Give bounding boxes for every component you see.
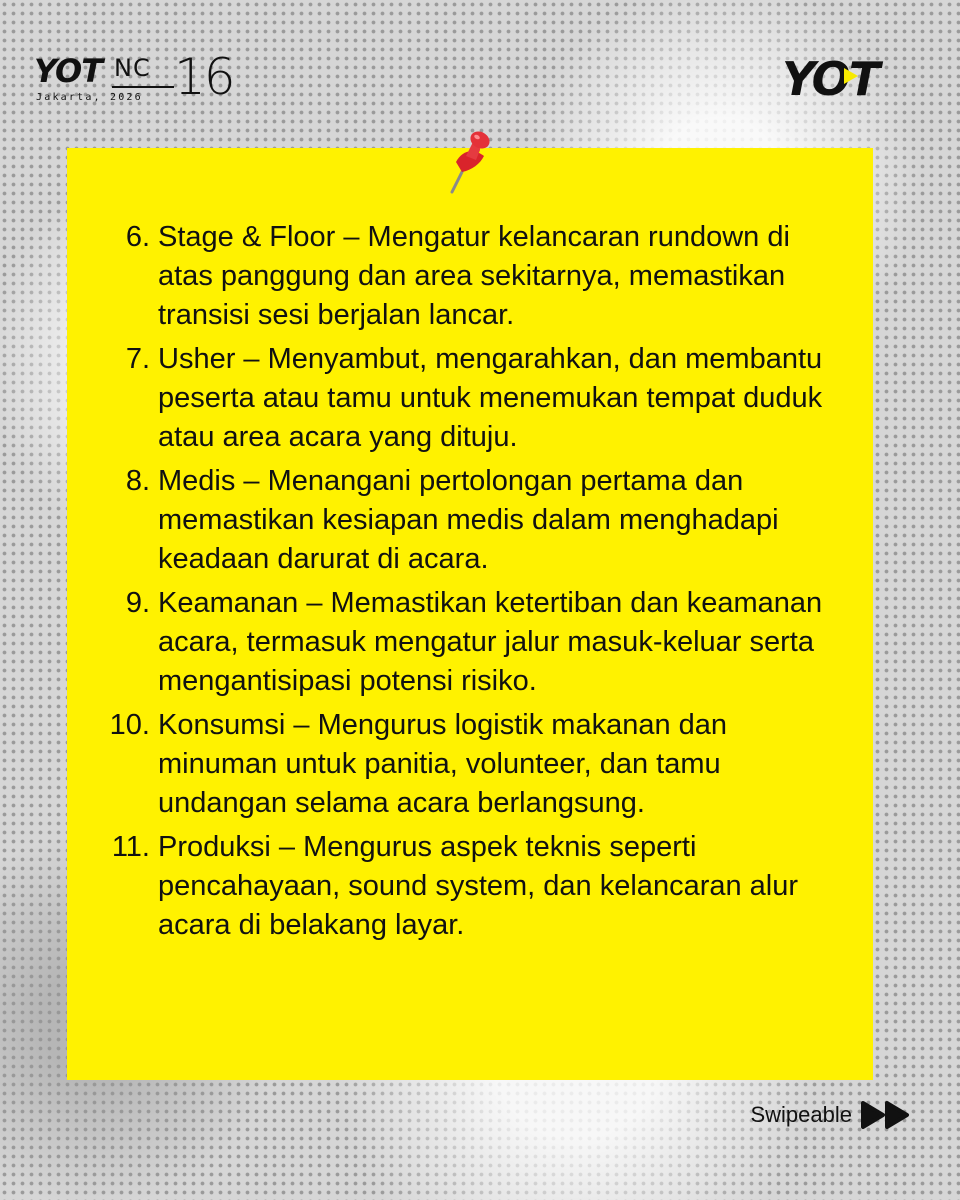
- event-logo-number: 16: [174, 48, 234, 106]
- list-item-number: 6.: [125, 221, 150, 253]
- event-logo-underline: [112, 86, 174, 88]
- list-item-number: 11.: [111, 831, 150, 863]
- list-item: [100, 706, 840, 823]
- list-item-text: Produksi – Mengurus aspek teknis seperti pencahayaan, sound system, dan kelancaran alur acara di belakang layar.: [158, 831, 799, 941]
- double-play-icon: [860, 1100, 912, 1130]
- event-logo-city: Jakarta, 2026: [36, 92, 143, 103]
- role-list: [100, 218, 840, 950]
- brand-logo: [782, 52, 924, 106]
- pushpin-icon: [440, 126, 500, 196]
- swipe-hint[interactable]: [750, 1098, 912, 1132]
- event-logo-yot: YOT: [34, 52, 103, 90]
- list-item: [100, 584, 840, 701]
- list-item: [100, 218, 840, 335]
- list-item-number: 10.: [109, 709, 150, 741]
- event-logo-nc: NC: [114, 54, 151, 82]
- list-item-number: 9.: [125, 587, 150, 619]
- list-item: [100, 340, 840, 457]
- list-item-number: 8.: [125, 465, 150, 497]
- list-item-text: Konsumsi – Mengurus logistik makanan dan minuman untuk panitia, volunteer, dan tamu undangan selama acara berlangsung.: [158, 709, 728, 819]
- list-item-text: Medis – Menangani pertolongan pertama dan memastikan kesiapan medis dalam menghadapi keadaan darurat di acara.: [158, 465, 779, 575]
- list-item: [100, 462, 840, 579]
- swipe-label: Swipeable: [750, 1102, 852, 1127]
- list-item-text: Usher – Menyambut, mengarahkan, dan membantu peserta atau tamu untuk menemukan tempat duduk atau area acara yang dituju.: [158, 343, 823, 453]
- event-logo: [34, 48, 244, 110]
- list-item-text: Keamanan – Memastikan ketertiban dan keamanan acara, termasuk mengatur jalur masuk-keluar serta mengantisipasi potensi risiko.: [158, 587, 823, 697]
- list-item: [100, 828, 840, 945]
- brand-logo-arrow-icon: [844, 68, 858, 84]
- brand-logo-text: YOT: [782, 52, 879, 106]
- list-item-number: 7.: [125, 343, 150, 375]
- list-item-text: Stage & Floor – Mengatur kelancaran rundown di atas panggung dan area sekitarnya, memastikan transisi sesi berjalan lancar.: [158, 221, 790, 331]
